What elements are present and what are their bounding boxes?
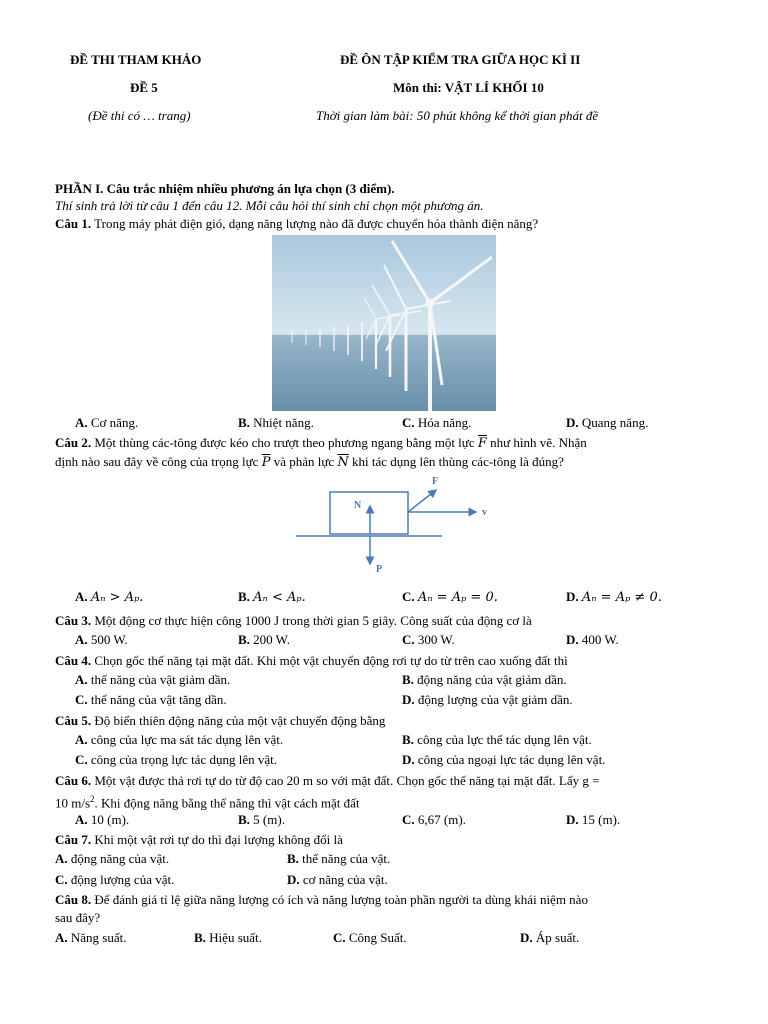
section-title: PHẦN I. Câu trắc nhiệm nhiều phương án lựa chọn (3 điểm).: [55, 181, 395, 196]
q4-option-b[interactable]: [402, 671, 567, 688]
q2-text: định nào sau đây về công của trọng lực: [55, 454, 262, 469]
option-text: 500 W.: [87, 632, 128, 647]
question-8-line-2: sau đây?: [55, 910, 101, 925]
option-label: B.: [194, 930, 206, 945]
option-text: 400 W.: [578, 632, 619, 647]
q6-text: . Khi động năng bằng thế năng thì vật cách mặt đất: [94, 795, 360, 811]
q2-text: như hình vẽ. Nhận: [486, 435, 587, 450]
q4-option-d[interactable]: [402, 691, 573, 708]
option-label: B.: [287, 851, 299, 866]
wind-turbine-photo: [272, 235, 496, 411]
q6-label: Câu 6.: [55, 773, 92, 788]
option-label: D.: [520, 930, 533, 945]
q2-text: Một thùng các-tông được kéo cho trượt theo phương ngang bằng một lực: [91, 435, 478, 450]
q5-text: Độ biến thiên động năng của một vật chuyển động bằng: [91, 713, 386, 728]
option-text: công của trọng lực tác dụng lên vật.: [87, 752, 277, 767]
q8-label: Câu 8.: [55, 892, 92, 907]
weight-symbol: $\overline{P}$: [261, 455, 271, 470]
q3-option-b[interactable]: [238, 631, 290, 648]
q6-text: Một vật được thả rơi tự do từ độ cao 20 m so với mặt đất. Chọn gốc thế năng tại mặt đất. Lấy g =: [91, 773, 600, 788]
q4-option-a[interactable]: [75, 671, 230, 688]
q3-option-d[interactable]: [566, 631, 619, 648]
header-left-sub: ĐỀ 5: [130, 80, 158, 95]
question-5: [55, 712, 385, 729]
option-label: A.: [75, 632, 88, 647]
question-2-line-2: [55, 453, 564, 471]
q6-text: 10 m/s: [55, 795, 91, 811]
q7-option-c[interactable]: [55, 871, 174, 888]
q4-label: Câu 4.: [55, 653, 92, 668]
q7-option-a[interactable]: [55, 850, 169, 867]
header-right-title: ĐỀ ÔN TẬP KIỂM TRA GIỮA HỌC KÌ II: [340, 52, 581, 67]
option-label: A.: [55, 851, 68, 866]
option-label: B.: [238, 632, 250, 647]
q5-option-b[interactable]: [402, 731, 592, 748]
option-label: C.: [55, 872, 68, 887]
superscript: 2: [90, 794, 95, 804]
option-label: B.: [238, 812, 250, 827]
option-text: động năng của vật.: [67, 851, 170, 866]
q5-option-d[interactable]: [402, 751, 605, 768]
q5-option-a[interactable]: [75, 731, 283, 748]
option-text: Aₙ = Aₚ ≠ 0.: [581, 590, 662, 605]
q1-option-c[interactable]: [402, 414, 471, 431]
q6-option-b[interactable]: [238, 811, 285, 828]
option-text: Áp suất.: [532, 930, 580, 945]
option-text: công của lực thế tác dụng lên vật.: [413, 732, 592, 747]
q6-option-c[interactable]: [402, 811, 466, 828]
option-label: D.: [402, 752, 415, 767]
q3-label: Câu 3.: [55, 613, 92, 628]
q2-option-a[interactable]: [75, 588, 143, 606]
q2-option-b[interactable]: [238, 588, 306, 606]
q7-label: Câu 7.: [55, 832, 92, 847]
q2-option-d[interactable]: [566, 588, 662, 606]
option-text: Năng suất.: [67, 930, 127, 945]
question-8-line-1: [55, 891, 588, 908]
q4-text: Chọn gốc thế năng tại mặt đất. Khi một vật chuyển động rơi tự do từ trên cao xuống đất thì: [91, 653, 568, 668]
fig-label-f: F: [432, 476, 439, 487]
option-label: D.: [566, 589, 579, 604]
question-6-line-2: [55, 791, 360, 811]
option-label: D.: [402, 692, 415, 707]
header-right-sub: Môn thi: VẬT LÍ KHỐI 10: [393, 80, 544, 95]
option-label: C.: [402, 812, 415, 827]
option-label: A.: [75, 672, 88, 687]
q3-option-a[interactable]: [75, 631, 128, 648]
option-text: thế năng của vật.: [298, 851, 391, 866]
option-label: D.: [566, 812, 579, 827]
option-text: 200 W.: [249, 632, 291, 647]
option-text: Aₙ = Aₚ = 0.: [417, 590, 498, 605]
option-label: A.: [75, 732, 88, 747]
question-3: [55, 612, 532, 629]
q8-option-c[interactable]: [333, 929, 407, 946]
header-left-note: (Đề thi có … trang): [88, 108, 191, 123]
normal-symbol: $\overline{N}$: [337, 455, 349, 470]
q1-option-a[interactable]: [75, 414, 138, 431]
option-label: C.: [75, 752, 88, 767]
option-label: D.: [566, 415, 579, 430]
option-text: động lượng của vật.: [67, 872, 175, 887]
wind-turbine-image: [272, 235, 496, 411]
force-diagram-svg: [296, 472, 496, 582]
question-6-line-1: [55, 772, 599, 789]
option-text: Aₙ < Aₚ.: [253, 590, 306, 605]
option-label: B.: [238, 589, 250, 604]
q5-label: Câu 5.: [55, 713, 92, 728]
q3-text: Một động cơ thực hiện công 1000 J trong thời gian 5 giây. Công suất của động cơ là: [91, 613, 532, 628]
q1-label: Câu 1.: [55, 216, 92, 231]
q2-option-c[interactable]: [402, 588, 498, 606]
option-label: A.: [75, 812, 88, 827]
header-left-title: ĐỀ THI THAM KHẢO: [70, 52, 202, 67]
option-text: cơ năng của vật.: [299, 872, 388, 887]
option-text: công của ngoại lực tác dụng lên vật.: [414, 752, 606, 767]
section-instruction: Thí sinh trả lời từ câu 1 đến câu 12. Mỗi câu hỏi thí sinh chỉ chọn một phương án.: [55, 198, 484, 213]
q6-option-d[interactable]: [566, 811, 620, 828]
option-text: Quang năng.: [578, 415, 649, 430]
q8-option-a[interactable]: [55, 929, 127, 946]
q3-option-c[interactable]: [402, 631, 455, 648]
option-label: D.: [287, 872, 300, 887]
q7-option-d[interactable]: [287, 871, 388, 888]
option-text: Aₙ > Aₚ.: [90, 590, 144, 605]
fig-label-n: N: [354, 500, 362, 511]
option-text: 15 (m).: [578, 812, 621, 827]
option-text: 300 W.: [414, 632, 455, 647]
q8-option-b[interactable]: [194, 929, 262, 946]
option-label: C.: [402, 632, 415, 647]
option-text: 6,67 (m).: [414, 812, 466, 827]
option-text: Nhiệt năng.: [249, 415, 314, 430]
option-label: B.: [402, 732, 414, 747]
option-label: C.: [402, 589, 415, 604]
question-7: [55, 831, 343, 848]
option-text: động lượng của vật giảm dần.: [414, 692, 573, 707]
option-label: C.: [402, 415, 415, 430]
q2-text: và phản lực: [270, 454, 338, 469]
fig-label-v: v: [482, 507, 487, 518]
header-right-note: Thời gian làm bài: 50 phút không kể thời gian phát đề: [316, 108, 599, 123]
question-4: [55, 652, 568, 669]
q6-option-a[interactable]: [75, 811, 129, 828]
q4-option-c[interactable]: [75, 691, 227, 708]
option-text: Hóa năng.: [414, 415, 472, 430]
q2-label: Câu 2.: [55, 435, 92, 450]
option-text: 10 (m).: [87, 812, 130, 827]
option-text: Hiệu suất.: [205, 930, 262, 945]
option-label: D.: [566, 632, 579, 647]
option-label: C.: [75, 692, 88, 707]
option-label: B.: [238, 415, 250, 430]
option-text: 5 (m).: [249, 812, 285, 827]
option-label: A.: [75, 415, 88, 430]
q5-option-c[interactable]: [75, 751, 277, 768]
q2-text: khi tác dụng lên thùng các-tông là đúng?: [348, 454, 564, 469]
q1-option-b[interactable]: [238, 414, 314, 431]
option-text: thế năng của vật giảm dần.: [87, 672, 231, 687]
question-2-line-1: [55, 434, 587, 452]
fig-label-p: P: [376, 564, 383, 575]
q7-option-b[interactable]: [287, 850, 390, 867]
q7-text: Khi một vật rơi tự do thì đại lượng không đổi là: [91, 832, 343, 847]
q1-option-d[interactable]: [566, 414, 648, 431]
q1-text: Trong máy phát điện gió, dạng năng lượng nào đã được chuyển hóa thành điện năng?: [91, 216, 539, 231]
option-text: thế năng của vật tăng dần.: [87, 692, 227, 707]
force-diagram: [296, 472, 496, 582]
force-symbol: $\overline{F}$: [477, 436, 487, 451]
option-text: Cơ năng.: [87, 415, 139, 430]
option-label: A.: [55, 930, 68, 945]
option-label: C.: [333, 930, 346, 945]
option-label: A.: [75, 589, 88, 604]
q8-text: Để đánh giá tỉ lệ giữa năng lượng có ích và năng lượng toàn phần người ta dùng khái niệm nào: [91, 892, 588, 907]
option-label: B.: [402, 672, 414, 687]
question-1: [55, 215, 538, 232]
option-text: công của lực ma sát tác dụng lên vật.: [87, 732, 284, 747]
q8-option-d[interactable]: [520, 929, 579, 946]
option-text: động năng của vật giảm dần.: [413, 672, 567, 687]
option-text: Công Suất.: [345, 930, 407, 945]
